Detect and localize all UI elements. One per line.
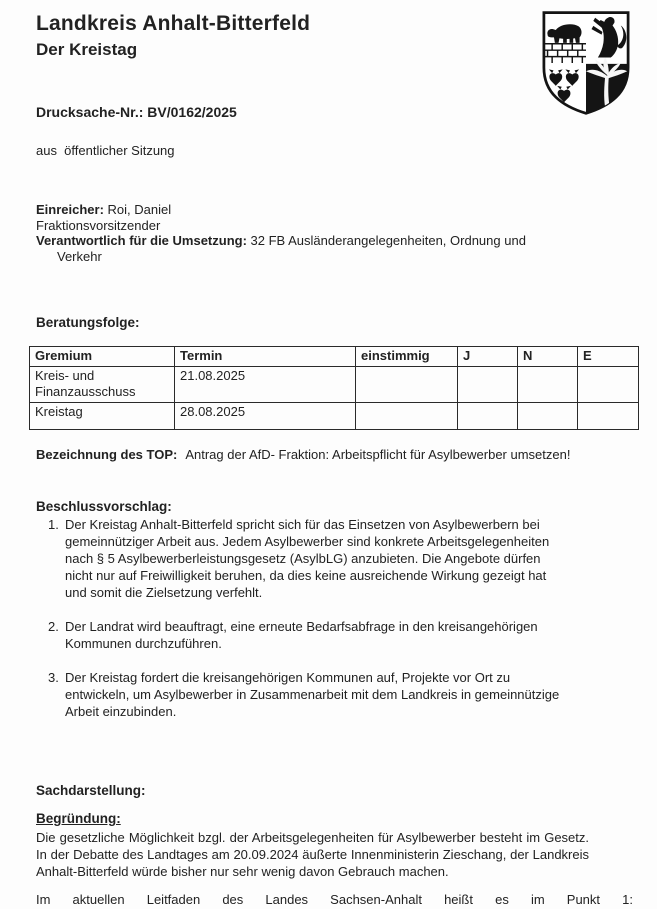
drucksache-value: BV/0162/2025 [147, 104, 237, 120]
cell-n [518, 367, 578, 403]
drucksache-line [36, 104, 237, 120]
table-row [30, 403, 639, 430]
list-item-text: Der Kreistag Anhalt-Bitterfeld spricht sich für das Einsetzen von Asylbewerbern bei gemeinnütziger Arbeit aus. Jedem Asylbewerber sind konkrete Arbeitsgelegenheiten nach § 5 Asylbewerberleistungsgesetz (AsylbLG) anzubieten. Die Angebote dürfen nicht nur auf Freiwilligkeit beruhen, da dies keine ausreichende Wirkung gezeigt hat und somit die Zielsetzung verfehlt. [65, 517, 550, 600]
cell-e [578, 367, 639, 403]
table-header-row [30, 347, 639, 367]
top-value: Antrag der AfD- Fraktion: Arbeitspflicht für Asylbewerber umsetzen! [185, 447, 571, 462]
einreicher-label: Einreicher: [36, 202, 104, 217]
cell-j [458, 367, 518, 403]
cell-n [518, 403, 578, 430]
col-j: J [458, 347, 518, 367]
cell-termin: 21.08.2025 [175, 367, 356, 403]
sachdarstellung-heading: Sachdarstellung: [36, 783, 146, 798]
col-gremium: Gremium [30, 347, 175, 367]
cell-einstimmig [356, 367, 458, 403]
page-subtitle: Der Kreistag [36, 40, 138, 59]
leitfaden-paragraph: Im aktuellen Leitfaden des Landes Sachsen-Anhalt heißt es im Punkt 1: [36, 892, 633, 907]
begruendung-paragraph: Die gesetzliche Möglichkeit bzgl. der Arbeitsgelegenheiten für Asylbewerber besteht im Gesetz. In der Debatte des Landtages am 20.09.2024 äußerte Innenministerin Zieschang, der Landkreis Anhalt-Bitterfeld würde bisher nur sehr wenig davon Gebrauch machen. [36, 830, 589, 879]
beschluss-heading: Beschlussvorschlag: [36, 499, 172, 514]
list-item-number: 3. [48, 670, 59, 685]
col-e: E [578, 347, 639, 367]
list-item-number: 2. [48, 619, 59, 634]
umsetzung-value-continued: Verkehr [57, 248, 102, 264]
einreicher-role: Fraktionsvorsitzender [36, 217, 161, 233]
einreicher-line [36, 202, 636, 218]
letterhead [36, 11, 310, 60]
umsetzung-label: Verantwortlich für die Umsetzung: [36, 233, 247, 248]
cell-einstimmig [356, 403, 458, 430]
top-label: Bezeichnung des TOP: [36, 447, 178, 462]
page-title: Landkreis Anhalt-Bitterfeld [36, 12, 311, 35]
col-n: N [518, 347, 578, 367]
cell-gremium: Kreistag [30, 403, 175, 430]
submitter-block [36, 202, 636, 264]
cell-gremium: Kreis- und Finanzausschuss [30, 367, 175, 403]
umsetzung-line [36, 233, 636, 249]
beratungsfolge-heading: Beratungsfolge: [36, 315, 140, 330]
cell-termin: 28.08.2025 [175, 403, 356, 430]
session-note: aus öffentlicher Sitzung [36, 143, 175, 158]
coat-of-arms-anhalt-bitterfeld [538, 9, 634, 117]
drucksache-label: Drucksache-Nr.: [36, 104, 144, 120]
list-item [36, 669, 576, 720]
list-item [36, 516, 576, 601]
top-line [36, 447, 570, 462]
list-item-number: 1. [48, 517, 59, 532]
cell-e [578, 403, 639, 430]
beschluss-list [36, 516, 576, 737]
list-item-text: Der Landrat wird beauftragt, eine erneute Bedarfsabfrage in den kreisangehörigen Kommunen durchzuführen. [65, 619, 538, 651]
col-termin: Termin [175, 347, 356, 367]
list-item [36, 618, 576, 652]
col-einstimmig: einstimmig [356, 347, 458, 367]
beratungsfolge-table [29, 346, 639, 430]
list-item-text: Der Kreistag fordert die kreisangehörigen Kommunen auf, Projekte vor Ort zu entwickeln, um Asylbewerber in Zusammenarbeit mit dem Landkreis in gemeinnützige Arbeit einzubinden. [65, 670, 560, 719]
cell-j [458, 403, 518, 430]
umsetzung-value: 32 FB Ausländerangelegenheiten, Ordnung und [250, 233, 526, 248]
begruendung-heading: Begründung: [36, 811, 121, 826]
einreicher-value: Roi, Daniel [107, 202, 172, 217]
table-row [30, 367, 639, 403]
